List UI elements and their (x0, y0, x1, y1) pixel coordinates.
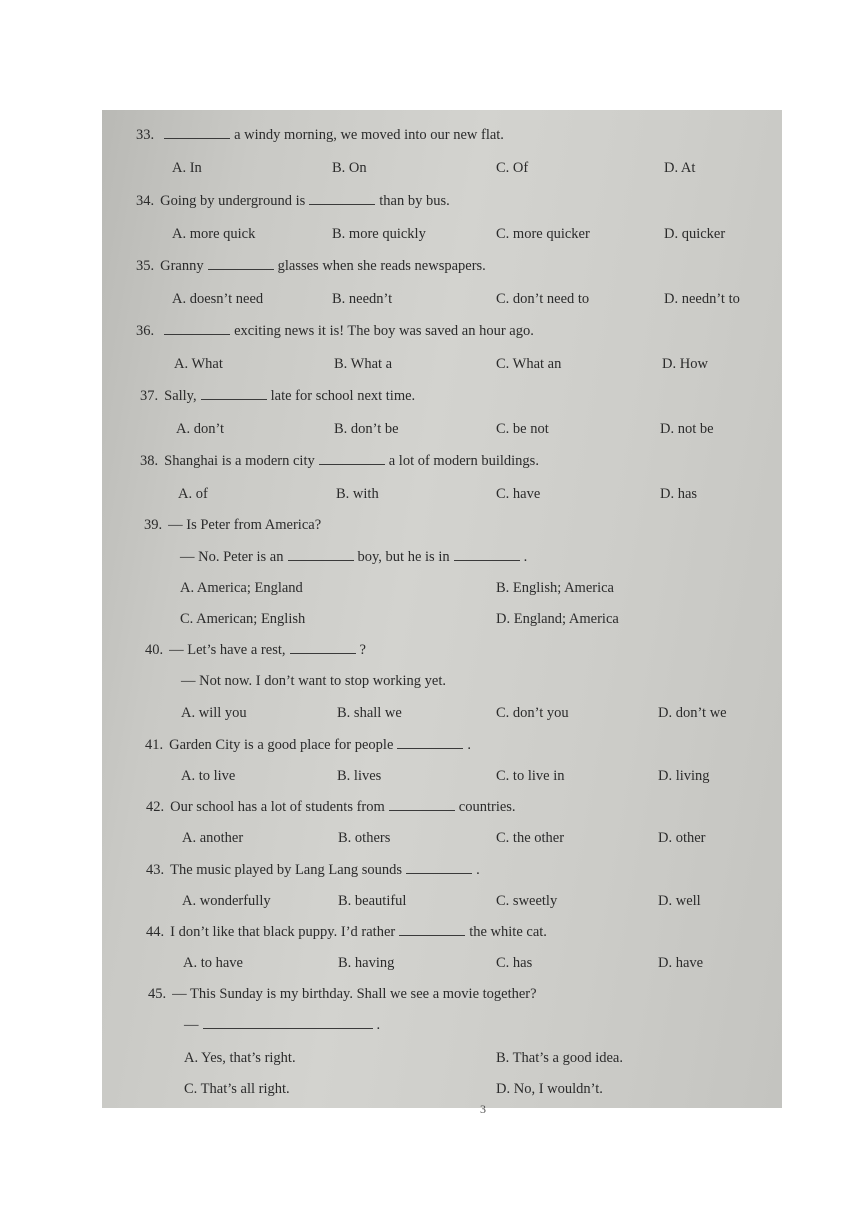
option-b: B. more quickly (332, 226, 426, 242)
option-c: C. Of (496, 160, 529, 176)
option-a: A. more quick (172, 226, 256, 242)
option-c: C. What an (496, 356, 562, 372)
stem-text: I don’t like that black puppy. I’d rather (170, 924, 396, 940)
question-number: 42. (146, 799, 165, 815)
option-d: D. living (658, 768, 710, 784)
option-d: D. needn’t to (664, 291, 740, 307)
option-c: C. sweetly (496, 893, 558, 909)
option-b: B. English; America (496, 580, 614, 596)
option-a: A. to have (183, 955, 243, 971)
answer-blank (208, 255, 274, 270)
option-b: B. having (338, 955, 395, 971)
exam-page (102, 110, 782, 1116)
question-stem (136, 320, 534, 342)
question-number: 43. (146, 862, 165, 878)
option-d: D. No, I wouldn’t. (496, 1081, 603, 1097)
question-stem (136, 124, 504, 146)
option-c: C. don’t need to (496, 291, 590, 307)
option-a: A. to live (181, 768, 236, 784)
option-a: A. wonderfully (182, 893, 271, 909)
option-b: B. with (336, 486, 379, 502)
stem-text: — Is Peter from America? (168, 517, 322, 533)
stem-text: The music played by Lang Lang sounds (170, 862, 403, 878)
reply-text: . (523, 549, 528, 565)
option-c: C. has (496, 955, 533, 971)
stem-text: ? (359, 642, 366, 658)
question-stem (136, 255, 486, 277)
option-a: A. don’t (176, 421, 225, 437)
option-a: A. will you (181, 705, 247, 721)
question-number: 33. (136, 127, 155, 143)
reply-text: . (376, 1017, 381, 1033)
stem-text: Granny (160, 258, 204, 274)
answer-blank (290, 639, 356, 654)
stem-text: . (476, 862, 480, 878)
stem-text: — Let’s have a rest, (169, 642, 286, 658)
question-stem (146, 921, 547, 943)
option-c: C. have (496, 486, 541, 502)
option-c: C. American; English (180, 611, 306, 627)
reply-text: — (184, 1017, 199, 1033)
stem-text: a windy morning, we moved into our new flat. (234, 127, 504, 143)
option-d: D. has (660, 486, 698, 502)
question-number: 44. (146, 924, 165, 940)
question-number: 36. (136, 323, 155, 339)
answer-blank (389, 796, 455, 811)
answer-blank (288, 546, 354, 561)
option-d: D. At (664, 160, 696, 176)
option-a: A. America; England (180, 580, 303, 596)
option-b: B. others (338, 830, 391, 846)
option-c: C. don’t you (496, 705, 569, 721)
stem-text: Our school has a lot of students from (170, 799, 385, 815)
option-c: C. to live in (496, 768, 565, 784)
option-a: A. another (182, 830, 244, 846)
question-number: 41. (145, 737, 164, 753)
option-c: C. That’s all right. (184, 1081, 290, 1097)
answer-blank (406, 859, 472, 874)
option-b: B. shall we (337, 705, 402, 721)
stem-text: the white cat. (469, 924, 547, 940)
answer-blank (454, 546, 520, 561)
question-number: 35. (136, 258, 155, 274)
option-a: A. of (178, 486, 208, 502)
question-stem (146, 796, 516, 818)
option-d: D. well (658, 893, 701, 909)
option-a: A. What (174, 356, 223, 372)
option-c: C. the other (496, 830, 565, 846)
stem-text: Sally, (164, 388, 197, 404)
option-d: D. England; America (496, 611, 619, 627)
page-number: 3 (480, 1102, 486, 1116)
stem-text: exciting news it is! The boy was saved an hour ago. (234, 323, 534, 339)
question-stem (144, 514, 321, 536)
question-number: 39. (144, 517, 163, 533)
option-c: C. be not (496, 421, 549, 437)
answer-blank (319, 450, 385, 465)
stem-text: Shanghai is a modern city (164, 453, 315, 469)
option-b: B. don’t be (334, 421, 399, 437)
question-stem (146, 859, 480, 881)
reply-text: boy, but he is in (357, 549, 450, 565)
option-a: A. Yes, that’s right. (184, 1050, 296, 1066)
reply-text: — No. Peter is an (180, 549, 284, 565)
stem-text: . (467, 737, 472, 753)
answer-blank (201, 385, 267, 400)
dialogue-reply (184, 1014, 380, 1036)
stem-text: glasses when she reads newspapers. (277, 258, 486, 274)
stem-text: late for school next time. (270, 388, 416, 404)
option-b: B. lives (337, 768, 382, 784)
question-stem (145, 639, 366, 661)
option-b: B. needn’t (332, 291, 393, 307)
option-d: D. How (662, 356, 708, 372)
option-d: D. not be (660, 421, 714, 437)
option-b: B. What a (334, 356, 393, 372)
option-d: D. other (658, 830, 706, 846)
option-b: B. beautiful (338, 893, 407, 909)
question-number: 37. (140, 388, 159, 404)
question-stem (148, 983, 537, 1005)
answer-blank (309, 190, 375, 205)
question-stem (136, 190, 450, 212)
option-c: C. more quicker (496, 226, 590, 242)
option-d: D. don’t we (658, 705, 727, 721)
stem-text: a lot of modern buildings. (388, 453, 539, 469)
dialogue-reply: — Not now. I don’t want to stop working yet. (181, 673, 447, 689)
stem-text: than by bus. (379, 193, 450, 209)
answer-blank (399, 921, 465, 936)
question-stem (145, 734, 471, 756)
option-b: B. On (332, 160, 367, 176)
option-a: A. doesn’t need (172, 291, 264, 307)
option-d: D. have (658, 955, 704, 971)
question-stem (140, 450, 539, 472)
answer-blank (397, 734, 463, 749)
answer-blank (164, 320, 230, 335)
stem-text: countries. (458, 799, 516, 815)
answer-blank (203, 1014, 373, 1029)
option-a: A. In (172, 160, 202, 176)
stem-text: — This Sunday is my birthday. Shall we see a movie together? (172, 986, 537, 1002)
option-b: B. That’s a good idea. (496, 1050, 623, 1066)
stem-text: Garden City is a good place for people (169, 737, 394, 753)
option-d: D. quicker (664, 226, 726, 242)
question-number: 34. (136, 193, 155, 209)
dialogue-reply (180, 546, 527, 568)
question-stem (140, 385, 415, 407)
answer-blank (164, 124, 230, 139)
question-number: 40. (145, 642, 164, 658)
stem-text: Going by underground is (160, 193, 306, 209)
question-number: 38. (140, 453, 159, 469)
question-number: 45. (148, 986, 167, 1002)
